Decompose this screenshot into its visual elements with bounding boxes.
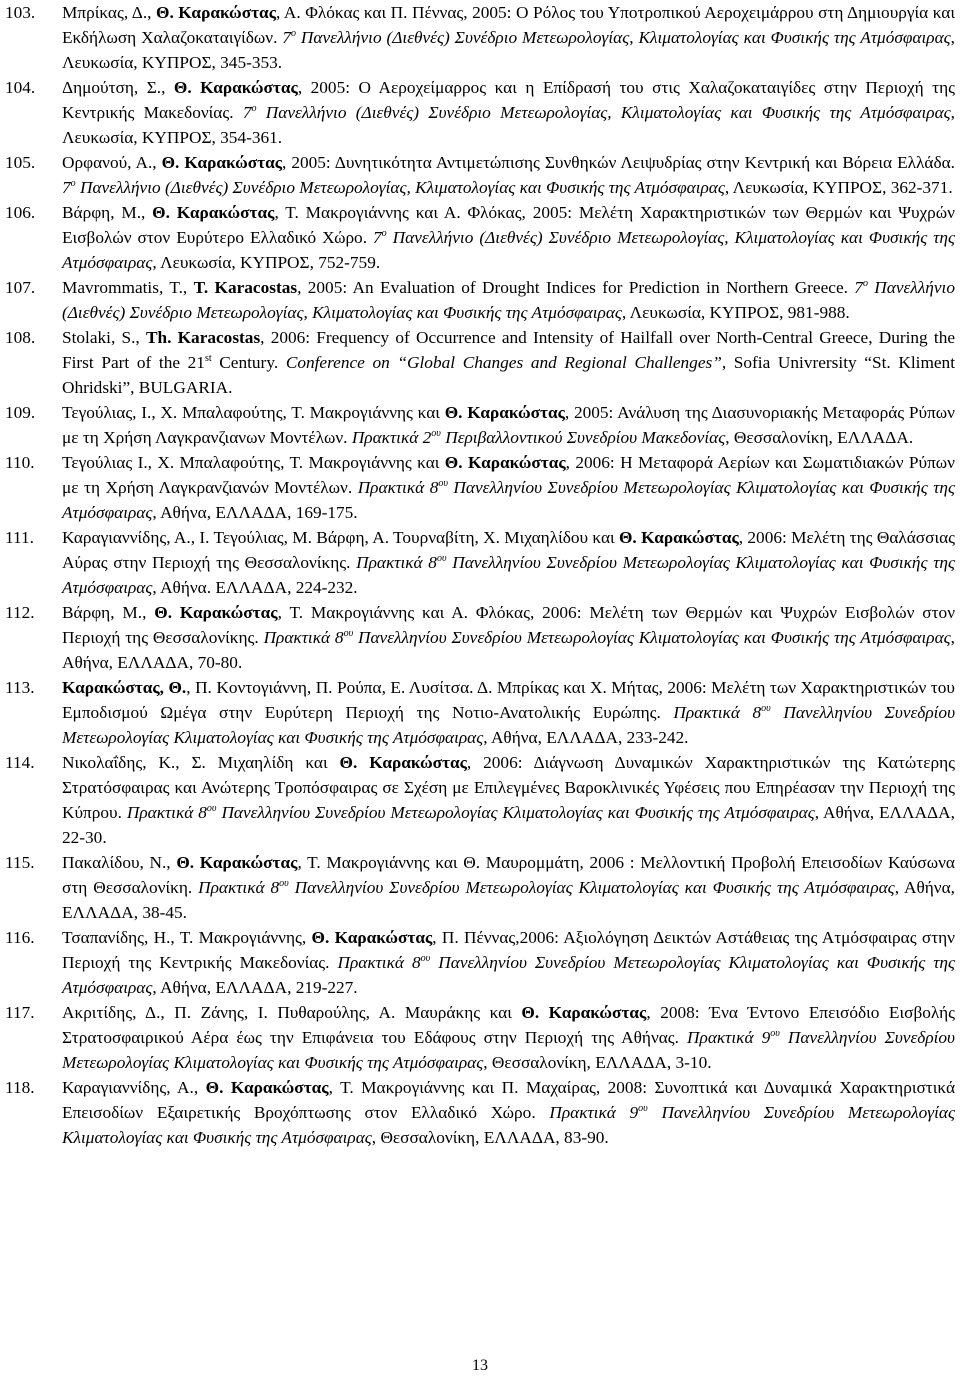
- reference-source: Περιβαλλοντικού Συνεδρίου Μακεδονίας: [440, 428, 726, 447]
- reference-source: ο: [251, 103, 257, 115]
- reference-text: , Θεσσαλονίκη, ΕΛΛΑΔΑ, 3-10.: [483, 1053, 712, 1072]
- reference-text: Καραγιαννίδης, Α., Ι. Τεγούλιας, Μ. Βάρφη, Α. Τουρναβίτη, Χ. Μιχαηλίδου και: [62, 528, 619, 547]
- reference-source: Πρακτικά 8: [198, 878, 280, 897]
- reference-text: , 2005: Δυνητικότητα Αντιμετώπισης Συνθηκών Λειψυδρίας στην Κεντρική και Βόρεια Ελλάδα.: [282, 153, 955, 172]
- reference-text: Mavrommatis, T.,: [62, 278, 194, 297]
- reference-author-highlight: Θ. Καρακώστας: [173, 78, 298, 97]
- reference-source: Πανελλήνιο (Διεθνές) Συνέδριο Μετεωρολογίας, Κλιματολογίας και Φυσικής της Ατμόσφαιρας: [295, 28, 951, 47]
- reference-author-highlight: T. Karacostas: [193, 278, 298, 297]
- reference-text: , 2006: Η Μεταφορά Αερίων και Σωματιδιακών Ρύπων με τη Χρήση Λαγκρανζιανών Μοντέλων.: [62, 453, 955, 497]
- reference-text: Πακαλίδου, Ν.,: [62, 853, 177, 872]
- reference-number: 107.: [5, 278, 36, 297]
- reference-source: ου: [761, 703, 771, 715]
- reference-text: , Αθήνα, ΕΛΛΑΔΑ, 233-242.: [483, 728, 689, 747]
- reference-text: , 2008: Ένα Έντονο Επεισόδιο Εισβολής Στρατοσφαιρικού Αέρα έως την Επιφάνεια του Εδάφους στην Περιοχή της Αθήνας.: [62, 1003, 955, 1047]
- page-number: 13: [472, 1357, 488, 1374]
- reference-item: [5, 325, 955, 400]
- reference-text: Ακριτίδης, Δ., Π. Ζάνης, Ι. Πυθαρούλης, Α. Μαυράκης και: [62, 1003, 522, 1022]
- reference-text: Stolaki, S.,: [62, 328, 146, 347]
- reference-text: Ορφανού, Α.,: [62, 153, 162, 172]
- reference-source: 7: [373, 228, 382, 247]
- reference-item: [5, 0, 955, 75]
- reference-text: , 2006: Frequency of Occurrence and Intensity of Hailfall over North-Central Greece, During the First Part of the 21: [62, 328, 956, 372]
- reference-author-highlight: Θ. Καρακώστας: [156, 3, 276, 22]
- reference-source: Πανελληνίου Συνεδρίου Μετεωρολογίας Κλιματολογίας και Φυσικής της Ατμόσφαιρας: [62, 1103, 955, 1147]
- reference-item: [5, 400, 955, 450]
- reference-source: Πανελληνίου Συνεδρίου Μετεωρολογίας Κλιματολογίας και Φυσικής της Ατμόσφαιρας: [62, 1028, 955, 1072]
- reference-text: , Τ. Μακρογιάννης και Π. Μαχαίρας, 2008: Συνοπτικά και Δυναμικά Χαρακτηριστικά Επεισοδίων Εξαιρετικής Βροχόπτωσης στον Ελλαδικό Χώρο.: [62, 1078, 956, 1122]
- reference-author-highlight: Θ. Καρακώστας: [311, 928, 433, 947]
- reference-source: Πανελλήνιο (Διεθνές) Συνέδριο Μετεωρολογίας, Κλιματολογίας και Φυσικής της Ατμόσφαιρας: [62, 278, 955, 322]
- reference-text: , Λευκωσία, ΚΥΠΡΟΣ, 345-353.: [62, 28, 955, 72]
- reference-author-highlight: Θ. Καρακώστας: [618, 528, 739, 547]
- reference-item: [5, 675, 955, 750]
- reference-source: Conference on “Global Changes and Regional Challenges”: [285, 353, 722, 372]
- reference-item: [5, 200, 955, 275]
- reference-author-highlight: Θ. Καρακώστας: [444, 403, 565, 422]
- reference-item: [5, 1075, 955, 1150]
- reference-source: ου: [770, 1028, 780, 1040]
- reference-source: Πανελληνίου Συνεδρίου Μετεωρολογίας Κλιματολογίας και Φυσικής της Ατμόσφαιρας: [62, 703, 955, 747]
- reference-text: Τσαπανίδης, Η., Τ. Μακρογιάννης,: [62, 928, 312, 947]
- reference-text: , Αθήνα, ΕΛΛΑΔΑ, 22-30.: [62, 803, 955, 847]
- reference-text: st: [204, 353, 212, 365]
- reference-item: [5, 450, 955, 525]
- reference-source: Πανελληνίου Συνεδρίου Μετεωρολογίας Κλιματολογίας και Φυσικής της Ατμόσφαιρας: [288, 878, 895, 897]
- reference-text: , Π. Κοντογιάννη, Π. Ρούπα, Ε. Λυσίτσα. Δ. Μπρίκας και Χ. Μήτας, 2006: Μελέτη των Χαρακτηριστικών του Εμποδισμού Ωμέγα στην Ευρύτερη Περιοχή της Νοτιο-Ανατολικής Ευρώπης.: [62, 678, 955, 722]
- reference-source: Πανελληνίου Συνεδρίου Μετεωρολογίας Κλιματολογίας και Φυσικής της Ατμόσφαιρας: [62, 478, 955, 522]
- reference-text: , Λευκωσία, ΚΥΠΡΟΣ, 362-371.: [724, 178, 953, 197]
- reference-text: , Αθήνα. ΕΛΛΑΔΑ, 224-232.: [152, 578, 358, 597]
- reference-source: ου: [420, 953, 431, 965]
- reference-text: , Λευκωσία, ΚΥΠΡΟΣ, 752-759.: [152, 253, 381, 272]
- reference-source: 7: [854, 278, 863, 297]
- reference-text: , Τ. Μακρογιάννης και Θ. Μαυρομμάτη, 2006 : Μελλοντική Προβολή Επεισοδίων Καύσωνα στη Θεσσαλονίκη.: [62, 853, 955, 897]
- reference-source: Πρακτικά 9: [549, 1103, 639, 1122]
- reference-text: Century.: [211, 353, 286, 372]
- reference-source: Πρακτικά 8: [357, 478, 439, 497]
- reference-text: Βάρφη, Μ.,: [62, 203, 153, 222]
- reference-text: , Π. Πέννας,2006: Αξιολόγηση Δεικτών Αστάθειας της Ατμόσφαιρας στην Περιοχή της Κεντρικής Μακεδονίας.: [62, 928, 955, 972]
- reference-text: Νικολαΐδης, Κ., Σ. Μιχαηλίδη και: [62, 753, 340, 772]
- reference-number: 118.: [5, 1078, 35, 1097]
- reference-number: 114.: [5, 753, 35, 772]
- reference-text: , 2006: Μελέτη της Θαλάσσιας Αύρας στην Περιοχή της Θεσσαλονίκης.: [62, 528, 955, 572]
- reference-author-highlight: Καρακώστας, Θ.: [62, 678, 187, 697]
- reference-number: 109.: [5, 403, 36, 422]
- reference-text: , 2005: Ο Αεροχείμαρρος και η Επίδρασή του στις Χαλαζοκαταιγίδες στην Περιοχή της Κεντρικής Μακεδονίας.: [62, 78, 955, 122]
- reference-number: 111.: [5, 528, 34, 547]
- reference-number: 117.: [5, 1003, 35, 1022]
- reference-source: ο: [862, 278, 868, 290]
- reference-item: [5, 600, 955, 675]
- reference-author-highlight: Θ. Καρακώστας: [521, 1003, 647, 1022]
- reference-author-highlight: Θ. Καρακώστας: [444, 453, 566, 472]
- reference-item: [5, 1000, 955, 1075]
- reference-source: Πρακτικά 2: [351, 428, 432, 447]
- reference-source: 7: [242, 103, 252, 122]
- reference-author-highlight: Θ. Καρακώστας: [154, 603, 278, 622]
- reference-source: ο: [70, 178, 76, 190]
- reference-text: Βάρφη, Μ.,: [62, 603, 155, 622]
- reference-item: [5, 925, 955, 1000]
- reference-text: , Sofia Univrersity “St. Kliment Ohridski”, BULGARIA.: [62, 353, 955, 397]
- reference-source: ου: [438, 478, 448, 490]
- reference-text: , Τ. Μακρογιάννης και Α. Φλόκας, 2005: Μελέτη Χαρακτηριστικών των Θερμών και Ψυχρών Εισβολών στον Ευρύτερο Ελλαδικό Χώρο.: [62, 203, 955, 247]
- reference-text: , Λευκωσία, ΚΥΠΡΟΣ, 981-988.: [621, 303, 850, 322]
- reference-text: , Λευκωσία, ΚΥΠΡΟΣ, 354-361.: [62, 103, 955, 147]
- reference-item: [5, 150, 955, 200]
- reference-list: [5, 0, 955, 1150]
- reference-number: 113.: [5, 678, 35, 697]
- reference-number: 104.: [5, 78, 36, 97]
- reference-item: [5, 850, 955, 925]
- reference-source: Πρακτικά 8: [337, 953, 421, 972]
- reference-author-highlight: Θ. Καρακώστας: [152, 203, 275, 222]
- reference-source: ου: [279, 878, 289, 890]
- reference-source: Πανελλήνιο (Διεθνές) Συνέδριο Μετεωρολογίας, Κλιματολογίας και Φυσικής της Ατμόσφαιρας: [256, 103, 951, 122]
- reference-number: 115.: [5, 853, 35, 872]
- reference-text: Τεγούλιας, Ι., Χ. Μπαλαφούτης, Τ. Μακρογιάννης και: [62, 403, 445, 422]
- reference-text: , Α. Φλόκας και Π. Πέννας, 2005: Ο Ρόλος του Υποτροπικού Αεροχειμάρρου στη Δημιουργία και Εκδήλωση Χαλαζοκαταιγίδων.: [62, 3, 956, 47]
- reference-text: , Τ. Μακρογιάννης και Α. Φλόκας, 2006: Μελέτη των Θερμών και Ψυχρών Εισβολών στον Περιοχή της Θεσσαλονίκης.: [62, 603, 956, 647]
- reference-source: Πανελλήνιο (Διεθνές) Συνέδριο Μετεωρολογίας, Κλιματολογίας και Φυσικής της Ατμόσφαιρας: [62, 228, 955, 272]
- reference-source: Πανελλήνιο (Διεθνές) Συνέδριο Μετεωρολογίας, Κλιματολογίας και Φυσικής της Ατμόσφαιρας: [75, 178, 725, 197]
- reference-text: , Θεσσαλονίκη, ΕΛΛΑΔΑ.: [725, 428, 914, 447]
- reference-item: [5, 525, 955, 600]
- reference-text: , Αθήνα, ΕΛΛΑΔΑ, 38-45.: [62, 878, 955, 922]
- reference-source: ου: [638, 1103, 648, 1115]
- reference-source: Πρακτικά 8: [356, 553, 437, 572]
- reference-source: Πρακτικά 8: [263, 628, 344, 647]
- reference-author-highlight: Θ. Καρακώστας: [339, 753, 467, 772]
- reference-text: , Αθήνα, ΕΛΛΑΔΑ, 169-175.: [152, 503, 358, 522]
- reference-number: 108.: [5, 328, 36, 347]
- reference-source: Πρακτικά 9: [687, 1028, 771, 1047]
- reference-item: [5, 275, 955, 325]
- reference-source: ο: [381, 228, 387, 240]
- reference-number: 116.: [5, 928, 35, 947]
- reference-author-highlight: Th. Karacostas: [145, 328, 261, 347]
- reference-author-highlight: Θ. Καρακώστας: [161, 153, 283, 172]
- reference-text: , 2005: Ανάλυση της Διασυνοριακής Μεταφοράς Ρύπων με τη Χρήση Λαγκρανζιανων Μοντέλων.: [62, 403, 955, 447]
- reference-author-highlight: Θ. Καρακώστας: [205, 1078, 329, 1097]
- reference-source: ο: [290, 28, 296, 40]
- reference-source: Πρακτικά 8: [126, 803, 207, 822]
- reference-text: Δημούτση, Σ.,: [62, 78, 174, 97]
- reference-author-highlight: Θ. Καρακώστας: [176, 853, 298, 872]
- reference-source: ου: [431, 428, 441, 440]
- reference-item: [5, 750, 955, 850]
- reference-text: , 2006: Διάγνωση Δυναμικών Χαρακτηριστικών της Κατώτερης Στρατόσφαιρας και Ανώτερης Τροπόσφαιρας σε Σχέση με Επιλεγμένες Βαροκλινικές Υφέσεις που Επηρέασαν την Περιοχή της Κύπρου.: [62, 753, 955, 822]
- reference-text: , Αθήνα, ΕΛΛΑΔΑ, 70-80.: [62, 628, 955, 672]
- reference-source: Πανελληνίου Συνεδρίου Μετεωρολογίας Κλιματολογίας και Φυσικής της Ατμόσφαιρας: [62, 953, 955, 997]
- reference-number: 112.: [5, 603, 35, 622]
- reference-source: 7: [62, 178, 71, 197]
- reference-item: [5, 75, 955, 150]
- reference-text: Τεγούλιας Ι., Χ. Μπαλαφούτης, Τ. Μακρογιάννης και: [62, 453, 445, 472]
- reference-text: Μπρίκας, Δ.,: [62, 3, 157, 22]
- reference-source: ου: [436, 553, 447, 565]
- reference-text: , Θεσσαλονίκη, ΕΛΛΑΔΑ, 83-90.: [371, 1128, 609, 1147]
- reference-text: , 2005: An Evaluation of Drought Indices for Prediction in Northern Greece.: [297, 278, 855, 297]
- reference-number: 103.: [5, 3, 36, 22]
- reference-text: Καραγιαννίδης, Α.,: [62, 1078, 206, 1097]
- reference-source: ου: [206, 803, 217, 815]
- reference-source: Πανελληνίου Συνεδρίου Μετεωρολογίας Κλιματολογίας και Φυσικής της Ατμόσφαιρας: [62, 553, 955, 597]
- reference-source: Πανελληνίου Συνεδρίου Μετεωρολογίας Κλιματολογίας και Φυσικής της Ατμόσφαιρας: [353, 628, 951, 647]
- reference-source: Πρακτικά 8: [673, 703, 762, 722]
- reference-source: ου: [343, 628, 354, 640]
- reference-source: Πανελληνίου Συνεδρίου Μετεωρολογίας Κλιματολογίας και Φυσικής της Ατμόσφαιρας: [216, 803, 815, 822]
- reference-number: 105.: [5, 153, 36, 172]
- reference-source: 7: [282, 28, 291, 47]
- reference-number: 110.: [5, 453, 35, 472]
- reference-number: 106.: [5, 203, 36, 222]
- reference-text: , Αθήνα, ΕΛΛΑΔΑ, 219-227.: [152, 978, 358, 997]
